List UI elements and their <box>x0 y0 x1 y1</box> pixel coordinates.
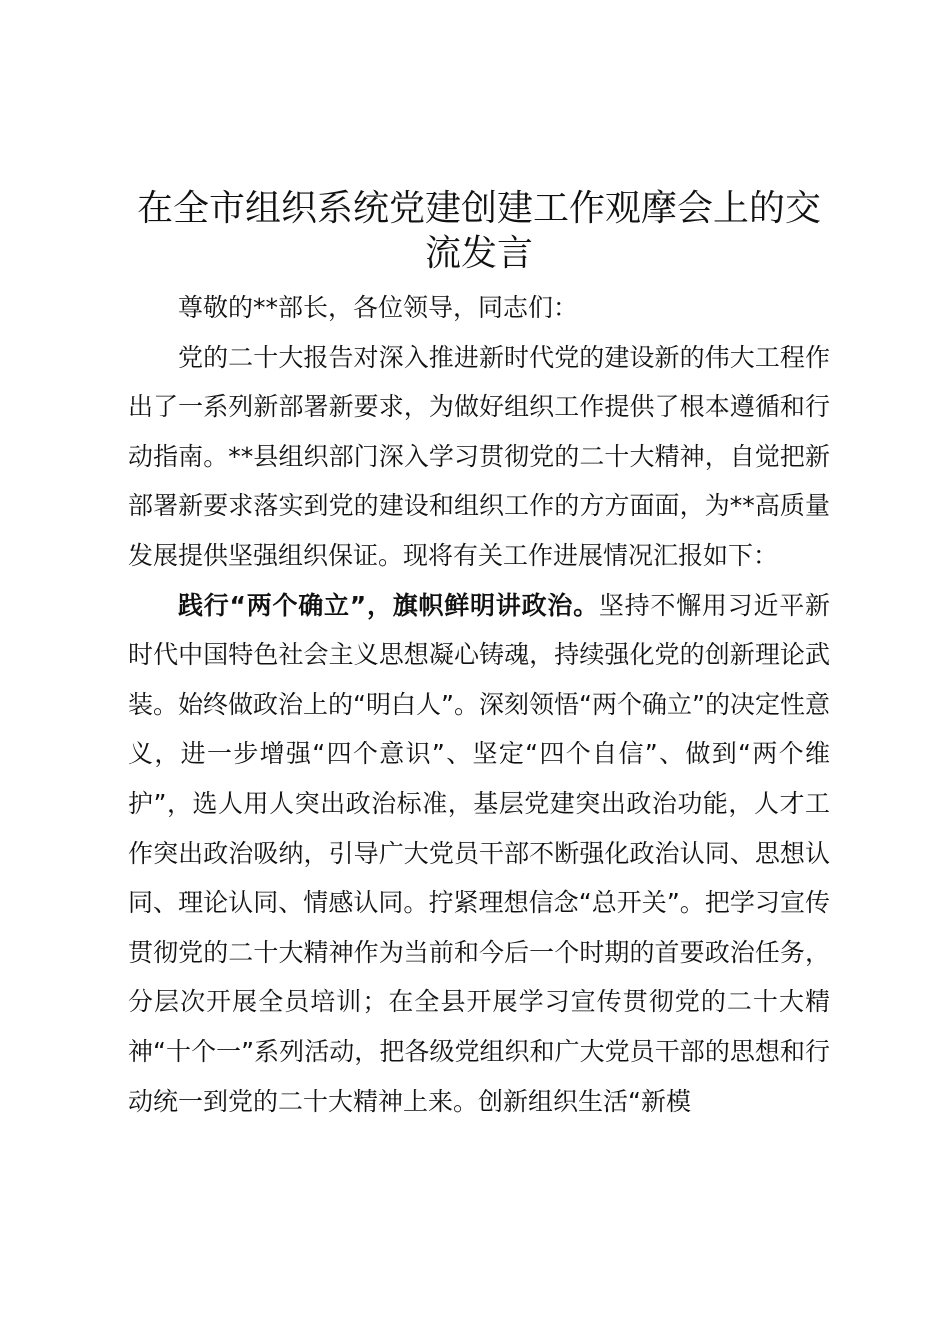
paragraph-politics <box>128 581 830 1127</box>
paragraph-text: 党的二十大报告对深入推进新时代党的建设新的伟大工程作出了一系列新部署新要求，为做好组织工作提供了根本遵循和行动指南。**县组织部门深入学习贯彻党的二十大精神，自觉把新部署新要求落实到党的建设和组织工作的方方面面，为**高质量发展提供坚强组织保证。现将有关工作进展情况汇报如下： <box>128 342 830 570</box>
paragraph-intro <box>128 333 830 581</box>
paragraph-text: 坚持不懈用习近平新时代中国特色社会主义思想凝心铸魂，持续强化党的创新理论武装。始终做政治上的“明白人”。深刻领悟“两个确立”的决定性意义，进一步增强“四个意识”、坚定“四个自信”、做到“两个维护”，选人用人突出政治标准，基层党建突出政治功能，人才工作突出政治吸纳，引导广大党员干部不断强化政治认同、思想认同、理论认同、情感认同。拧紧理想信念“总开关”。把学习宣传贯彻党的二十大精神作为当前和今后一个时期的首要政治任务，分层次开展全员培训；在全县开展学习宣传贯彻党的二十大精神“十个一”系列活动，把各级党组织和广大党员干部的思想和行动统一到党的二十大精神上来。创新组织生活“新模 <box>128 590 830 1116</box>
document-page <box>128 186 830 1126</box>
paragraph-lead: 践行“两个确立”，旗帜鲜明讲政治。 <box>178 590 599 620</box>
salutation: 尊敬的**部长，各位领导，同志们： <box>178 293 579 322</box>
document-title: 在全市组织系统党建创建工作观摩会上的交流发言 <box>136 188 821 274</box>
